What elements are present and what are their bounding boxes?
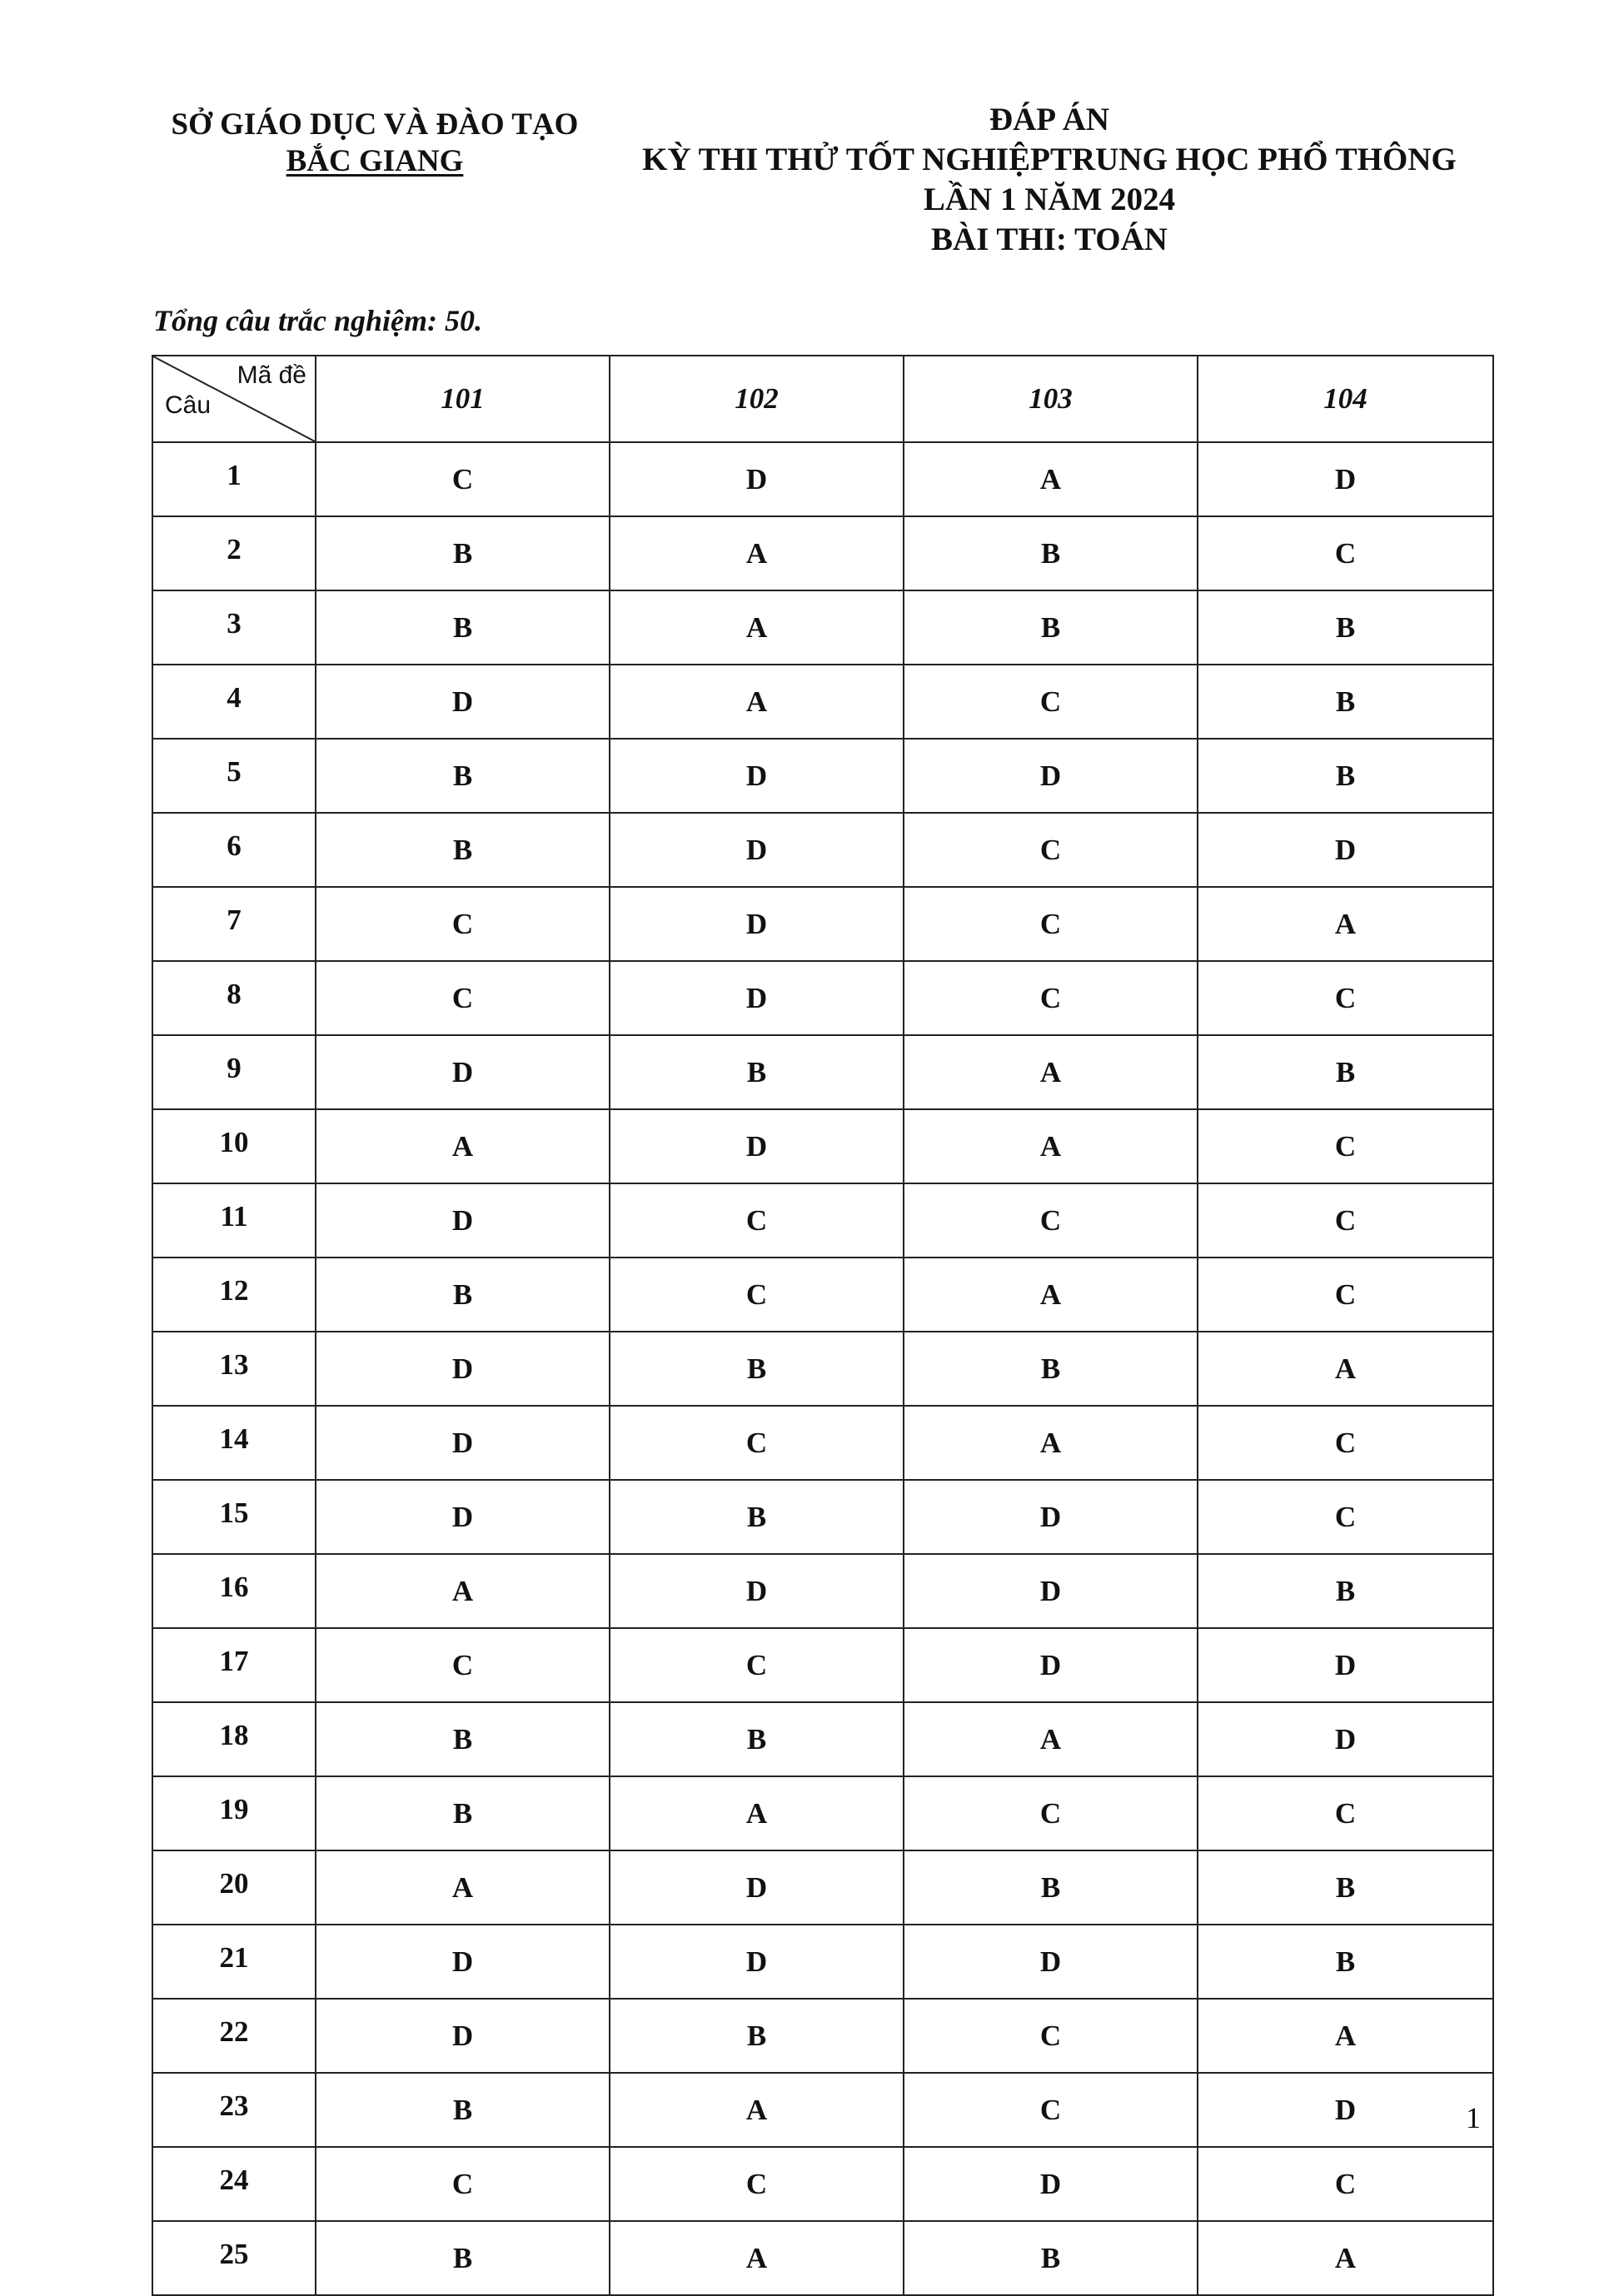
answer-cell: D (316, 1332, 610, 1406)
page-number: 1 (1466, 2101, 1481, 2134)
table-row (152, 1035, 1493, 1109)
table-row (152, 1999, 1493, 2073)
answer-cell: C (1198, 1183, 1493, 1258)
answer-cell: D (1198, 1702, 1493, 1776)
question-number-cell: 21 (152, 1925, 316, 1999)
answer-cell: D (1198, 442, 1493, 516)
answer-cell: D (610, 1109, 904, 1183)
question-number-cell: 13 (152, 1332, 316, 1406)
question-number-cell: 23 (152, 2073, 316, 2147)
exam-code-header: 101 (316, 356, 610, 442)
answer-cell: A (610, 665, 904, 739)
table-row (152, 1850, 1493, 1925)
answer-cell: A (1198, 1999, 1493, 2073)
answer-cell: D (610, 1850, 904, 1925)
answer-cell: A (904, 1258, 1198, 1332)
table-row (152, 1776, 1493, 1850)
document-title-block (600, 100, 1499, 260)
answer-cell: C (904, 1999, 1198, 2073)
answer-cell: A (610, 516, 904, 590)
answer-cell: B (610, 1702, 904, 1776)
answer-cell: D (1198, 2073, 1493, 2147)
answer-cell: D (904, 1628, 1198, 1702)
question-number-cell: 10 (152, 1109, 316, 1183)
title-answer-key: ĐÁP ÁN (989, 102, 1110, 137)
answer-cell: A (316, 1109, 610, 1183)
corner-header-cell (152, 356, 316, 442)
table-row (152, 1258, 1493, 1332)
exam-code-header: 104 (1198, 356, 1493, 442)
answer-cell: A (610, 590, 904, 665)
answer-cell: C (610, 1628, 904, 1702)
question-number-cell: 18 (152, 1702, 316, 1776)
answer-cell: A (610, 1776, 904, 1850)
answer-cell: A (610, 2073, 904, 2147)
question-number-cell: 16 (152, 1554, 316, 1628)
question-number-cell: 1 (152, 442, 316, 516)
answer-cell: B (904, 2221, 1198, 2295)
title-subject: BÀI THI: TOÁN (931, 222, 1168, 257)
answer-cell: D (316, 665, 610, 739)
answer-cell: B (904, 1850, 1198, 1925)
answer-cell: D (610, 813, 904, 887)
answer-cell: B (904, 1332, 1198, 1406)
table-row (152, 1183, 1493, 1258)
answer-cell: B (610, 1332, 904, 1406)
table-row (152, 516, 1493, 590)
question-number-cell: 7 (152, 887, 316, 961)
answer-cell: B (610, 1035, 904, 1109)
answer-cell: B (316, 813, 610, 887)
answer-cell: A (316, 1554, 610, 1628)
answer-key-table (152, 355, 1494, 2296)
answer-cell: B (316, 2221, 610, 2295)
table-row (152, 1332, 1493, 1406)
table-row (152, 1406, 1493, 1480)
answer-cell: A (904, 1702, 1198, 1776)
corner-label-question: Câu (165, 391, 212, 419)
table-row (152, 1628, 1493, 1702)
answer-cell: C (610, 2147, 904, 2221)
answer-cell: D (904, 739, 1198, 813)
answer-cell: B (1198, 665, 1493, 739)
question-number-cell: 5 (152, 739, 316, 813)
answer-cell: D (316, 1999, 610, 2073)
question-number-cell: 8 (152, 961, 316, 1035)
answer-cell: D (904, 1925, 1198, 1999)
table-header-row (152, 356, 1493, 442)
exam-code-header: 102 (610, 356, 904, 442)
answer-cell: C (904, 961, 1198, 1035)
answer-cell: D (316, 1183, 610, 1258)
answer-cell: B (1198, 590, 1493, 665)
answer-cell: C (1198, 516, 1493, 590)
table-row (152, 887, 1493, 961)
answer-cell: B (316, 1258, 610, 1332)
answer-cell: D (610, 739, 904, 813)
table-row (152, 739, 1493, 813)
question-number-cell: 6 (152, 813, 316, 887)
question-number-cell: 24 (152, 2147, 316, 2221)
answer-cell: A (904, 1035, 1198, 1109)
question-number-cell: 15 (152, 1480, 316, 1554)
question-number-cell: 4 (152, 665, 316, 739)
answer-cell: B (1198, 1035, 1493, 1109)
answer-cell: D (904, 2147, 1198, 2221)
answer-cell: B (904, 516, 1198, 590)
question-number-cell: 17 (152, 1628, 316, 1702)
answer-cell: B (316, 516, 610, 590)
answer-cell: D (316, 1925, 610, 1999)
answer-cell: B (316, 590, 610, 665)
answer-cell: C (1198, 961, 1493, 1035)
table-row (152, 2221, 1493, 2295)
exam-code-header: 103 (904, 356, 1198, 442)
answer-cell: B (316, 1702, 610, 1776)
question-number-cell: 3 (152, 590, 316, 665)
answer-cell: C (316, 2147, 610, 2221)
answer-cell: A (316, 1850, 610, 1925)
answer-cell: C (610, 1406, 904, 1480)
table-row (152, 665, 1493, 739)
answer-cell: D (904, 1480, 1198, 1554)
answer-cell: D (1198, 813, 1493, 887)
answer-cell: D (316, 1406, 610, 1480)
table-row (152, 590, 1493, 665)
issuer-block (154, 107, 595, 180)
table-row (152, 1480, 1493, 1554)
title-exam-round: LẦN 1 NĂM 2024 (923, 182, 1176, 217)
table-row (152, 2147, 1493, 2221)
answer-cell: C (316, 1628, 610, 1702)
question-number-cell: 20 (152, 1850, 316, 1925)
answer-cell: C (1198, 1258, 1493, 1332)
question-number-cell: 2 (152, 516, 316, 590)
answer-cell: C (316, 442, 610, 516)
answer-cell: C (1198, 1776, 1493, 1850)
answer-cell: B (1198, 739, 1493, 813)
answer-cell: B (610, 1999, 904, 2073)
answer-cell: B (316, 739, 610, 813)
answer-cell: C (904, 665, 1198, 739)
answer-cell: C (316, 961, 610, 1035)
answer-cell: A (904, 1406, 1198, 1480)
answer-cell: C (904, 1183, 1198, 1258)
answer-cell: C (904, 2073, 1198, 2147)
table-row (152, 961, 1493, 1035)
answer-cell: C (316, 887, 610, 961)
answer-cell: A (610, 2221, 904, 2295)
question-count-summary: Tổng câu trắc nghiệm: 50. (153, 304, 483, 337)
table-row (152, 1554, 1493, 1628)
table-row (152, 1925, 1493, 1999)
question-number-cell: 11 (152, 1183, 316, 1258)
table-row (152, 1702, 1493, 1776)
question-number-cell: 12 (152, 1258, 316, 1332)
answer-cell: D (316, 1480, 610, 1554)
question-number-cell: 9 (152, 1035, 316, 1109)
table-row (152, 1109, 1493, 1183)
question-number-cell: 14 (152, 1406, 316, 1480)
answer-cell: A (904, 1109, 1198, 1183)
table-row (152, 442, 1493, 516)
answer-cell: D (610, 961, 904, 1035)
question-number-cell: 25 (152, 2221, 316, 2295)
question-number-cell: 19 (152, 1776, 316, 1850)
answer-cell: A (1198, 887, 1493, 961)
answer-cell: B (904, 590, 1198, 665)
answer-cell: A (904, 442, 1198, 516)
table-row (152, 2073, 1493, 2147)
answer-cell: D (610, 1554, 904, 1628)
answer-cell: C (1198, 2147, 1493, 2221)
answer-cell: D (610, 1925, 904, 1999)
answer-cell: C (904, 1776, 1198, 1850)
issuer-department: SỞ GIÁO DỤC VÀ ĐÀO TẠO (171, 107, 579, 142)
answer-cell: D (316, 1035, 610, 1109)
answer-cell: B (316, 2073, 610, 2147)
answer-cell: D (1198, 1628, 1493, 1702)
answer-cell: B (1198, 1850, 1493, 1925)
title-exam-name: KỲ THI THỬ TỐT NGHIỆPTRUNG HỌC PHỔ THÔNG (642, 142, 1457, 177)
answer-cell: C (904, 887, 1198, 961)
answer-cell: D (610, 442, 904, 516)
answer-cell: A (1198, 1332, 1493, 1406)
answer-cell: B (610, 1480, 904, 1554)
answer-cell: B (1198, 1925, 1493, 1999)
corner-label-exam-code: Mã đề (237, 361, 306, 389)
answer-cell: D (904, 1554, 1198, 1628)
answer-rows (152, 442, 1493, 2295)
answer-cell: C (1198, 1109, 1493, 1183)
answer-cell: C (904, 813, 1198, 887)
answer-cell: D (610, 887, 904, 961)
answer-cell: C (1198, 1480, 1493, 1554)
question-number-cell: 22 (152, 1999, 316, 2073)
answer-cell: C (610, 1183, 904, 1258)
issuer-province: BẮC GIANG (286, 144, 464, 178)
table-row (152, 813, 1493, 887)
answer-cell: B (1198, 1554, 1493, 1628)
answer-cell: B (316, 1776, 610, 1850)
answer-cell: C (610, 1258, 904, 1332)
answer-cell: A (1198, 2221, 1493, 2295)
answer-cell: C (1198, 1406, 1493, 1480)
